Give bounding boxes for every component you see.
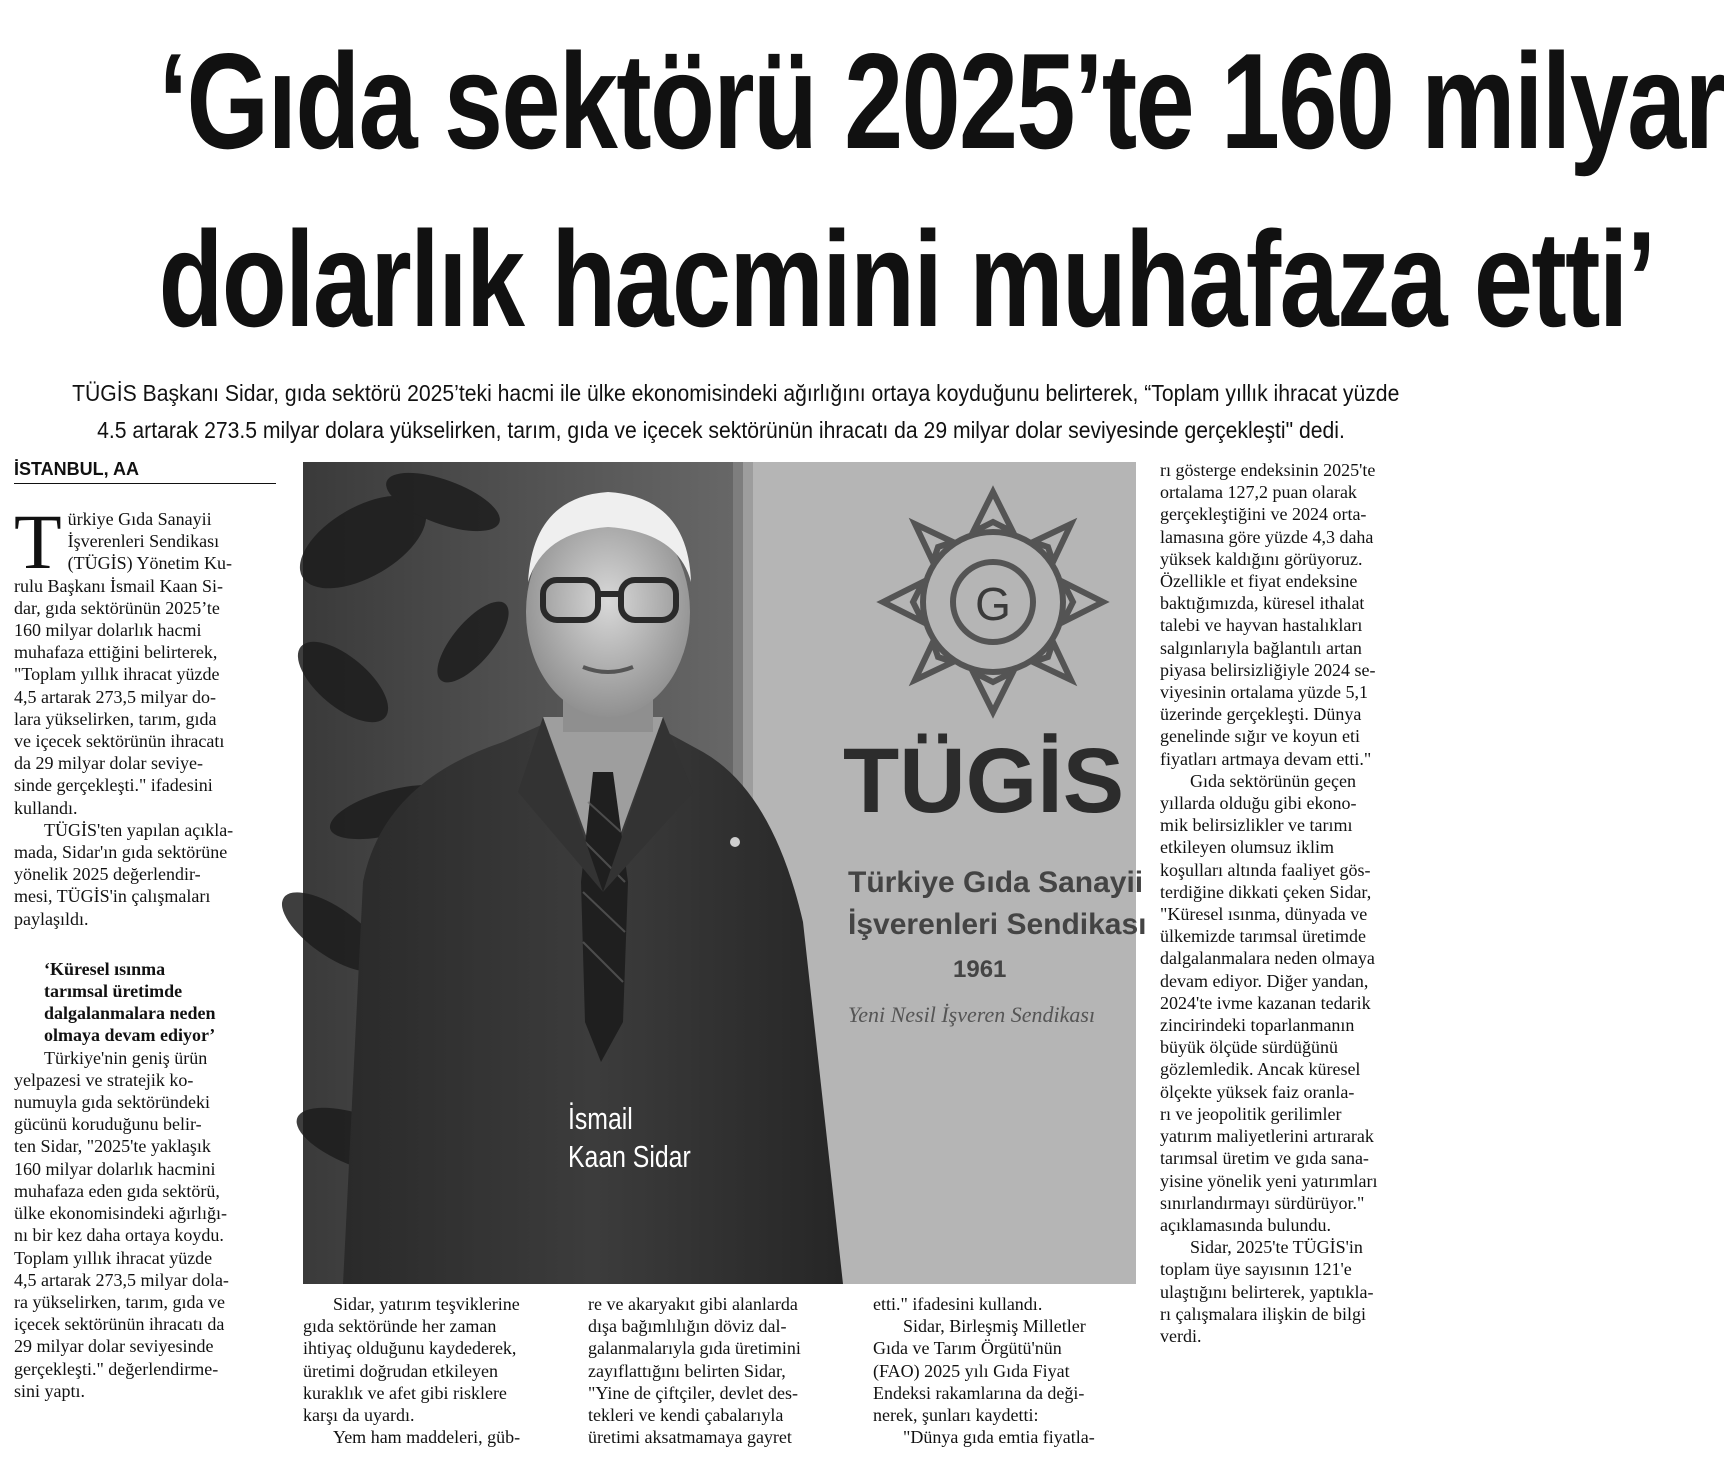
col5-line: koşulları altında faaliyet gös-	[1160, 859, 1371, 880]
col1-line: İşverenleri Sendikası	[67, 531, 220, 552]
col5-line: "Küresel ısınma, dünyada ve	[1160, 904, 1368, 925]
col2-line: Yem ham maddeleri, güb-	[333, 1427, 521, 1448]
col1-line: ra yükselirken, tarım, gıda ve	[14, 1291, 225, 1312]
col5-line: baktığımızda, küresel ithalat	[1160, 593, 1365, 614]
col1-line: muhafaza ettiğini belirterek,	[14, 642, 218, 663]
col1-line: yelpazesi ve stratejik ko-	[14, 1069, 194, 1090]
col1-line: sinde gerçekleşti." ifadesini	[14, 775, 213, 796]
col1-line: lara yükselirken, tarım, gıda	[14, 708, 217, 729]
col5-line: talebi ve hayvan hastalıkları	[1160, 615, 1363, 636]
col4-line: "Dünya gıda emtia fiyatla-	[903, 1427, 1095, 1448]
col5-line: Özellikle et fiyat endeksine	[1160, 571, 1358, 592]
col5-line: devam ediyor. Diğer yandan,	[1160, 970, 1369, 991]
headline-line-2: dolarlık hacmini muhafaza etti’	[158, 203, 1655, 355]
col1-line: numuyla gıda sektöründeki	[14, 1092, 210, 1113]
col3-line: galanmalarıyla gıda üretimini	[588, 1338, 801, 1359]
col5-line: mik belirsizlikler ve tarımı	[1160, 815, 1353, 836]
col1-line: içecek sektörünün ihracatı da	[14, 1314, 225, 1335]
col2-line: ihtiyaç olduğunu kaydederek,	[303, 1338, 517, 1359]
col5-line: genelinde sığır ve koyun eti	[1160, 726, 1360, 747]
deck-line-2: 4.5 artarak 273.5 milyar dolara yükselirken, tarım, gıda ve içecek sektörünün ihracatı da 29 milyar dolar seviyesinde gerçekleşti" dedi.	[97, 417, 1345, 443]
col4-line: (FAO) 2025 yılı Gıda Fiyat	[873, 1360, 1070, 1381]
col5-line: fiyatları artmaya devam etti."	[1160, 748, 1372, 769]
col5-line: toplam üye sayısının 121'e	[1160, 1259, 1352, 1280]
logo-motto: Yeni Nesil İşveren Sendikası	[848, 1002, 1096, 1027]
col1-line: da 29 milyar dolar seviye-	[14, 753, 203, 774]
byline: İSTANBUL, AA	[14, 459, 276, 484]
deck-line-1: TÜGİS Başkanı Sidar, gıda sektörü 2025’teki hacmi ile ülke ekonomisindeki ağırlığını ortaya koyduğunu belirterek, “Toplam yıllık ihracat yüzde	[72, 380, 1400, 406]
subheading-line: ‘Küresel ısınma	[44, 958, 166, 979]
col5-line: salgınlarıyla bağlantılı artan	[1160, 637, 1362, 658]
logo-word: TÜGİS	[843, 730, 1125, 832]
col1-line: dar, gıda sektörünün 2025’te	[14, 597, 220, 618]
col1-line: paylaşıldı.	[14, 908, 89, 929]
column-2	[303, 1293, 573, 1448]
col5-line: etkileyen olumsuz iklim	[1160, 837, 1334, 858]
col1-line: 4,5 artarak 273,5 milyar dola-	[14, 1269, 229, 1290]
col1-line: mada, Sidar'ın gıda sektörüne	[14, 842, 228, 863]
col4-line: Gıda ve Tarım Örgütü'nün	[873, 1338, 1062, 1359]
portrait-photo	[303, 462, 1147, 1284]
photo-caption	[568, 1100, 691, 1176]
col2-line: gıda sektöründe her zaman	[303, 1316, 497, 1337]
col5-line: yüksek kaldığını görüyoruz.	[1160, 548, 1363, 569]
col1-line: 160 milyar dolarlık hacmi	[14, 620, 202, 641]
col5-line: rı ve jeopolitik gerilimler	[1160, 1103, 1342, 1124]
col4-line: Sidar, Birleşmiş Milletler	[903, 1316, 1086, 1337]
col1-line: nı bir kez daha ortaya koydu.	[14, 1225, 224, 1246]
col5-line: ortalama 127,2 puan olarak	[1160, 482, 1357, 503]
col1-line: 4,5 artarak 273,5 milyar do-	[14, 686, 216, 707]
subheading-line: dalgalanmalara neden	[44, 1003, 216, 1024]
col1-line: TÜGİS'ten yapılan açıkla-	[44, 819, 234, 840]
col5-line: rı çalışmalara ilişkin de bilgi	[1160, 1303, 1366, 1324]
column-3	[588, 1293, 858, 1448]
col4-line: nerek, şunları kaydetti:	[873, 1405, 1039, 1426]
col1-line: rulu Başkanı İsmail Kaan Si-	[14, 575, 223, 596]
col5-line: verdi.	[1160, 1325, 1202, 1346]
col1-line: ten Sidar, "2025'te yaklaşık	[14, 1136, 211, 1157]
col3-line: "Yine de çiftçiler, devlet des-	[588, 1382, 799, 1403]
col1-line: ve içecek sektörünün ihracatı	[14, 731, 225, 752]
col1-line: kullandı.	[14, 797, 78, 818]
col5-line: viyesinin ortalama yüzde 5,1	[1160, 682, 1368, 703]
caption-line-2: Kaan Sidar	[568, 1139, 691, 1174]
col5-line: ölçekte yüksek faiz oranla-	[1160, 1081, 1355, 1102]
col5-line: ülkemizde tarımsal üretimde	[1160, 926, 1366, 947]
col5-line: büyük ölçüde sürdüğünü	[1160, 1037, 1338, 1058]
logo-sub-2: İşverenleri Sendikası	[848, 908, 1147, 941]
col5-line: açıklamasında bulundu.	[1160, 1214, 1331, 1235]
col5-line: rı gösterge endeksinin 2025'te	[1160, 460, 1376, 480]
col4-line: Endeksi rakamlarına da deği-	[873, 1382, 1085, 1403]
photo-illustration	[303, 462, 1147, 1284]
col2-line: kuraklık ve afet gibi risklere	[303, 1382, 507, 1403]
headline-line-1: ‘Gıda sektörü 2025’te 160 milyar	[158, 25, 1724, 177]
col5-line: tarımsal üretim ve gıda sana-	[1160, 1148, 1369, 1169]
col5-line: gözlemledik. Ancak küresel	[1160, 1059, 1361, 1080]
column-1	[14, 498, 279, 1402]
col3-line: tekleri ve kendi çabalarıyla	[588, 1405, 784, 1426]
col2-line: üretimi doğrudan etkileyen	[303, 1360, 498, 1381]
logo-sub-1: Türkiye Gıda Sanayii	[848, 866, 1144, 899]
col5-line: üzerinde gerçekleşti. Dünya	[1160, 704, 1362, 725]
logo-letter: G	[975, 578, 1011, 630]
col3-line: re ve akaryakıt gibi alanlarda	[588, 1294, 798, 1314]
col3-line: üretimi aksatmamaya gayret	[588, 1427, 792, 1448]
col5-line: lamasına göre yüzde 4,3 daha	[1160, 526, 1374, 547]
subheading-line: tarımsal üretimde	[44, 981, 183, 1002]
col1-line: Toplam yıllık ihracat yüzde	[14, 1247, 213, 1268]
col1-line: Türkiye'nin geniş ürün	[44, 1047, 208, 1068]
col1-line: ürkiye Gıda Sanayii	[67, 509, 212, 529]
drop-cap: T	[14, 498, 62, 585]
col3-line: zayıflattığını belirten Sidar,	[588, 1360, 786, 1381]
col5-line: yıllarda olduğu gibi ekono-	[1160, 793, 1357, 814]
col5-line: gerçekleştiğini ve 2024 orta-	[1160, 504, 1367, 525]
col5-line: terdiğine dikkati çeken Sidar,	[1160, 881, 1372, 902]
col5-line: dalgalanmalara neden olmaya	[1160, 948, 1375, 969]
column-5	[1160, 459, 1435, 1347]
col1-line: 160 milyar dolarlık hacmini	[14, 1158, 216, 1179]
col5-line: piyasa belirsizliğiyle 2024 se-	[1160, 659, 1376, 680]
col5-line: zincirindeki toparlanmanın	[1160, 1015, 1355, 1036]
col1-line: gerçekleşti." değerlendirme-	[14, 1358, 219, 1379]
col4-line: etti." ifadesini kullandı.	[873, 1294, 1043, 1314]
col5-line: yisine yönelik yeni yatırımları	[1160, 1170, 1378, 1191]
col2-line: Sidar, yatırım teşviklerine	[333, 1294, 520, 1314]
col2-line: karşı da uyardı.	[303, 1405, 415, 1426]
col5-line: ulaştığını belirterek, yaptıkla-	[1160, 1281, 1374, 1302]
col1-line: gücünü koruduğunu belir-	[14, 1114, 202, 1135]
col5-line: Sidar, 2025'te TÜGİS'in	[1190, 1237, 1363, 1258]
col1-line: sini yaptı.	[14, 1380, 85, 1401]
col1-line: 29 milyar dolar seviyesinde	[14, 1336, 214, 1357]
col5-line: 2024'te ivme kazanan tedarik	[1160, 992, 1371, 1013]
deck	[0, 375, 1442, 449]
col1-line: (TÜGİS) Yönetim Ku-	[67, 553, 232, 574]
col5-line: sınırlandırmayı sürdürüyor."	[1160, 1192, 1365, 1213]
col5-line: yatırım maliyetlerini artırarak	[1160, 1126, 1374, 1147]
col1-line: yönelik 2025 değerlendir-	[14, 864, 201, 885]
caption-line-1: İsmail	[568, 1101, 633, 1136]
column-4	[873, 1293, 1138, 1448]
col5-line: Gıda sektörünün geçen	[1190, 770, 1356, 791]
col1-line: ülke ekonomisindeki ağırlığı-	[14, 1203, 227, 1224]
col1-line: muhafaza eden gıda sektörü,	[14, 1180, 220, 1201]
logo-year: 1961	[953, 956, 1007, 983]
col1-line: "Toplam yıllık ihracat yüzde	[14, 664, 220, 685]
subheading-line: olmaya devam ediyor’	[44, 1025, 216, 1046]
col3-line: dışa bağımlılığın döviz dal-	[588, 1316, 787, 1337]
col1-line: mesi, TÜGİS'in çalışmaları	[14, 886, 211, 907]
